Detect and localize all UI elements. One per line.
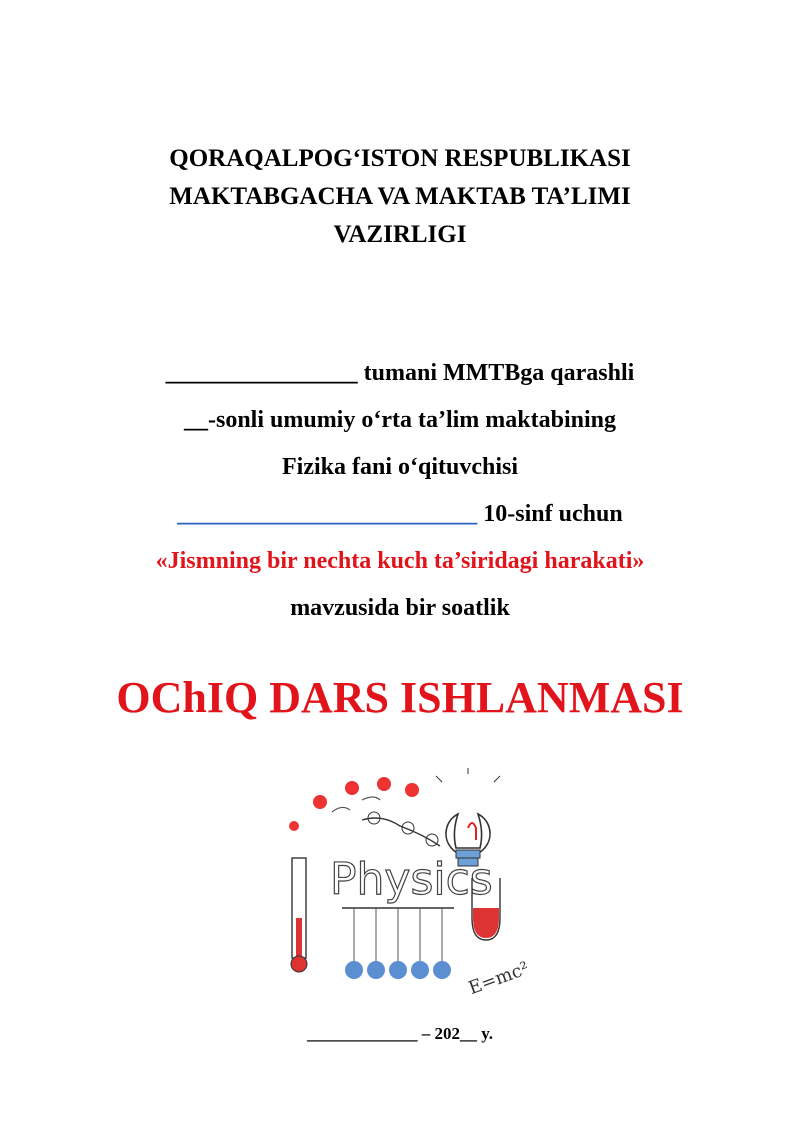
lesson-topic: «Jismning bir nechta kuch ta’siridagi harakati» — [155, 548, 645, 574]
district-line — [0, 350, 800, 397]
district-text: tumani MMTBga qarashli — [357, 360, 635, 386]
newtons-cradle-icon — [342, 908, 454, 979]
grade-text: 10-sinf uchun — [477, 501, 623, 527]
ball-icon — [313, 795, 327, 809]
teacher-line: Fizika fani o‘qituvchisi — [281, 454, 519, 480]
school-number-blank: __ — [183, 407, 208, 433]
physics-doodle-illustration — [272, 768, 532, 1008]
lesson-info — [0, 350, 800, 632]
district-blank: ________________ — [165, 360, 358, 386]
physics-word: Physics — [330, 854, 493, 905]
header-line-2: MAKTABGACHA VA MAKTAB TA’LIMI — [169, 183, 631, 210]
topic-suffix: mavzusida bir soatlik — [290, 595, 510, 621]
formula-text: E=mc² — [465, 957, 532, 1000]
thermometer-icon — [291, 858, 307, 972]
school-line — [0, 397, 800, 444]
teacher-name-blank: _________________________ — [177, 501, 478, 527]
light-bulb-icon — [436, 768, 500, 866]
ball-icon — [405, 783, 419, 797]
header-line-1: QORAQALPOG‘ISTON RESPUBLIKASI — [169, 145, 631, 172]
school-text: -sonli umumiy o‘rta ta’lim maktabining — [207, 407, 617, 433]
grade-line — [0, 491, 800, 538]
document-title: OChIQ DARS ISHLANMASI — [116, 673, 684, 722]
ball-icon — [377, 777, 391, 791]
ball-small-icon — [289, 821, 299, 831]
ball-icon — [345, 781, 359, 795]
date-blank: _____________ — [306, 1024, 418, 1043]
ministry-header — [0, 140, 800, 254]
date-text: – 202__ y. — [417, 1024, 494, 1043]
date-line — [0, 1024, 800, 1044]
header-line-3: VAZIRLIGI — [333, 221, 467, 248]
